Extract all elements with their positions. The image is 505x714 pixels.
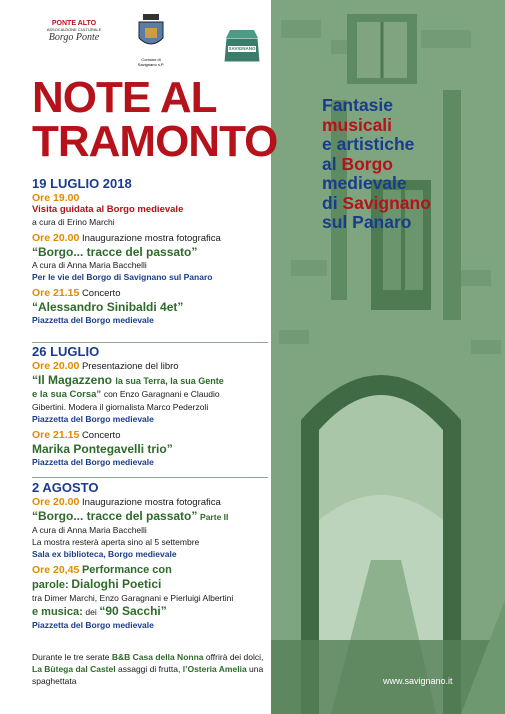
day-1-event-2-place: Per le vie del Borgo di Savignano sul Panaro <box>32 272 213 282</box>
day-3-time-1: Ore 20.00 <box>32 496 80 508</box>
comune-name: Comune di Savignano s.P. <box>137 57 165 67</box>
title-line-1: NOTE AL <box>32 73 217 122</box>
footer-note <box>32 651 272 687</box>
divider <box>32 342 268 343</box>
subtitle-line: di Savignano <box>322 192 431 213</box>
footer-butega: La Bùtega dal Castel <box>32 664 116 674</box>
day-2-event-1-title: “Il Magazzeno <box>32 373 113 387</box>
day-2-event-1-title-2: e la sua Corsa” <box>32 389 102 400</box>
day-2-event-2-title: Marika Pontegavelli trio” <box>32 442 173 456</box>
title-line-2: TRAMONTO <box>32 117 278 166</box>
day-1-section <box>32 178 272 326</box>
day-1-time-1: Ore 19.00 <box>32 192 80 204</box>
day-3-event-1-title: “Borgo... tracce del passato” <box>32 509 198 523</box>
badge-label: SAVIGNANO <box>228 46 256 51</box>
day-3-event-2-dei: dei <box>85 607 97 617</box>
footer-bb: B&B Casa della Nonna <box>111 652 204 662</box>
day-1-event-2-by: A cura di Anna Maria Bacchelli <box>32 260 147 270</box>
day-3-event-1-by: A cura di Anna Maria Bacchelli <box>32 525 147 535</box>
divider <box>32 477 268 478</box>
footer-text: assaggi di frutta, <box>117 664 181 674</box>
day-3-event-2-place: Piazzetta del Borgo medievale <box>32 620 154 630</box>
day-1-event-3-place: Piazzetta del Borgo medievale <box>32 315 154 325</box>
comune-crest <box>135 14 167 67</box>
subtitle-line: al Borgo <box>322 153 393 174</box>
day-3-event-1-label: Inaugurazione mostra fotografica <box>81 497 221 508</box>
day-3-event-1-note: La mostra resterà aperta sino al 5 settembre <box>32 537 200 547</box>
day-1-event-1: Visita guidata al Borgo medievale <box>32 204 184 215</box>
day-1-event-3-label: Concerto <box>81 288 121 299</box>
website-url[interactable]: www.savignano.it <box>383 676 453 686</box>
ponte-alto-sub: ASSOCIAZIONE CULTURALE <box>46 27 102 32</box>
day-2-event-1-place: Piazzetta del Borgo medievale <box>32 414 154 424</box>
day-3-time-2: Ore 20,45 <box>32 564 80 576</box>
footer-text: offrirà <box>205 652 228 662</box>
poster-title <box>32 73 278 166</box>
savignano-badge <box>220 24 264 68</box>
subtitle-highlight: Savignano <box>342 192 431 213</box>
footer-text: dei dolci, <box>229 652 264 662</box>
footer-text: Durante le tre serate <box>32 652 110 662</box>
day-1-time-2: Ore 20.00 <box>32 232 80 244</box>
subtitle-line: Fantasie <box>322 95 393 115</box>
day-3-event-2-musica: e musica: <box>32 606 83 618</box>
day-2-section <box>32 346 272 468</box>
day-1-event-2-label: Inaugurazione mostra fotografica <box>81 233 221 244</box>
crest-icon <box>135 14 167 52</box>
day-2-event-1-label: Presentazione del libro <box>81 361 179 372</box>
day-2-event-1-with-2: Gibertini. Modera il giornalista Marco Pederzoli <box>32 402 209 412</box>
subtitle-line: e artistiche <box>322 134 415 154</box>
day-1-event-1-by: a cura di Erino Marchi <box>32 217 115 227</box>
day-2-event-1-with: con Enzo Garagnani e Claudio <box>103 389 220 399</box>
day-2-time-2: Ore 21.15 <box>32 429 80 441</box>
day-2-event-2-label: Concerto <box>81 430 121 441</box>
day-3-section <box>32 482 272 631</box>
day-2-date: 26 LUGLIO <box>32 344 100 359</box>
day-2-event-2-place: Piazzetta del Borgo medievale <box>32 457 154 467</box>
day-1-date: 19 LUGLIO 2018 <box>32 176 132 191</box>
day-3-event-1-place: Sala ex biblioteca, Borgo medievale <box>32 549 177 559</box>
day-3-event-2-band: “90 Sacchi” <box>99 604 167 618</box>
ponte-alto-script: Borgo Ponte <box>48 32 100 43</box>
day-3-date: 2 AGOSTO <box>32 480 99 495</box>
day-1-event-2-title: “Borgo... tracce del passato” <box>32 245 198 259</box>
ponte-alto-logo <box>34 20 114 56</box>
day-1-time-3: Ore 21.15 <box>32 287 80 299</box>
footer-text: una spaghettata <box>32 664 264 686</box>
day-1-event-3-title: “Alessandro Sinibaldi 4et” <box>32 300 184 314</box>
day-3-event-2-title: Dialoghi Poetici <box>71 577 162 591</box>
day-3-event-1-part: Parte II <box>200 512 229 522</box>
day-2-time-1: Ore 20.00 <box>32 360 80 372</box>
footer-osteria: l’Osteria Amelia <box>182 664 247 674</box>
subtitle-line: medievale <box>322 173 407 193</box>
ponte-alto-name: PONTE ALTO <box>51 20 97 27</box>
day-3-event-2-parole: parole: <box>32 579 69 591</box>
subtitle-highlight: Borgo <box>341 153 393 174</box>
subtitle-line: sul Panaro <box>322 212 412 232</box>
subtitle-line: musicali <box>322 114 393 135</box>
event-subtitle <box>322 96 502 233</box>
day-3-event-2-label: Performance con <box>81 564 172 576</box>
day-3-event-2-with: tra Dimer Marchi, Enzo Garagnani e Pierluigi Albertini <box>32 593 234 603</box>
day-2-event-1-title-small: la sua Terra, la sua Gente <box>115 376 224 386</box>
